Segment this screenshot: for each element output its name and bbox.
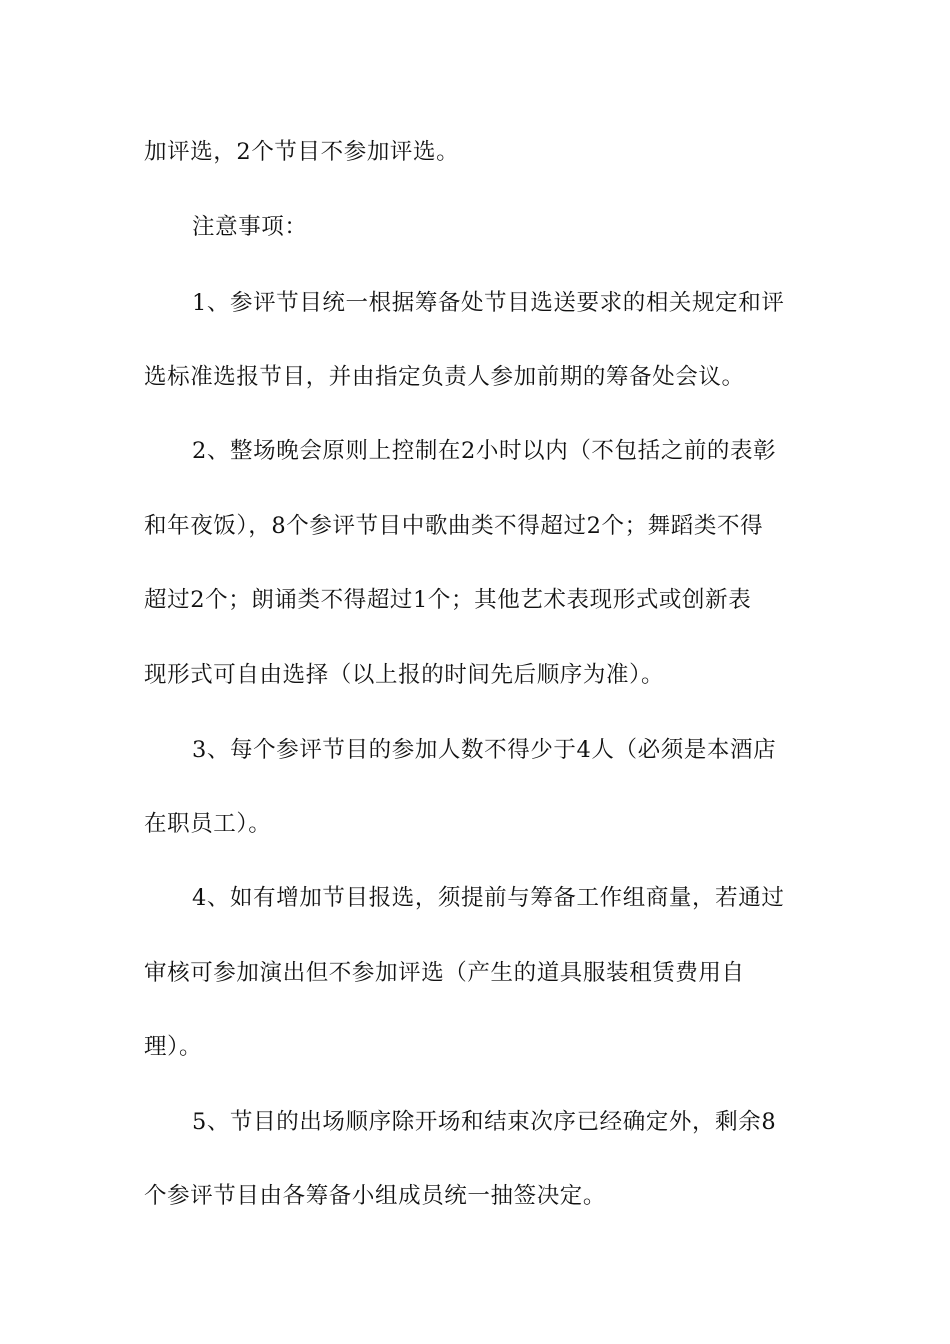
paragraph-line: 3、每个参评节目的参加人数不得少于4人（必须是本酒店	[192, 737, 777, 763]
paragraph-line: 2、整场晚会原则上控制在2小时以内（不包括之前的表彰	[192, 438, 777, 464]
paragraph-line: 加评选，2个节目不参加评选。	[144, 139, 460, 165]
paragraph-line: 1、参评节目统一根据筹备处节目选送要求的相关规定和评	[192, 290, 785, 316]
paragraph-line: 和年夜饭），8个参评节目中歌曲类不得超过2个；舞蹈类不得	[144, 513, 764, 539]
paragraph-line: 超过2个；朗诵类不得超过1个；其他艺术表现形式或创新表	[144, 587, 752, 613]
section-heading: 注意事项：	[192, 214, 308, 240]
paragraph-line: 选标准选报节目，并由指定负责人参加前期的筹备处会议。	[144, 364, 745, 390]
paragraph-line: 4、如有增加节目报选，须提前与筹备工作组商量，若通过	[192, 885, 785, 911]
paragraph-line: 在职员工）。	[144, 811, 272, 837]
paragraph-line: 5、节目的出场顺序除开场和结束次序已经确定外，剩余8	[192, 1109, 777, 1135]
paragraph-line: 理）。	[144, 1034, 203, 1060]
paragraph-line: 个参评节目由各筹备小组成员统一抽签决定。	[144, 1183, 607, 1209]
paragraph-line: 现形式可自由选择（以上报的时间先后顺序为准）。	[144, 662, 665, 688]
paragraph-line: 审核可参加演出但不参加评选（产生的道具服装租赁费用自	[144, 960, 745, 986]
